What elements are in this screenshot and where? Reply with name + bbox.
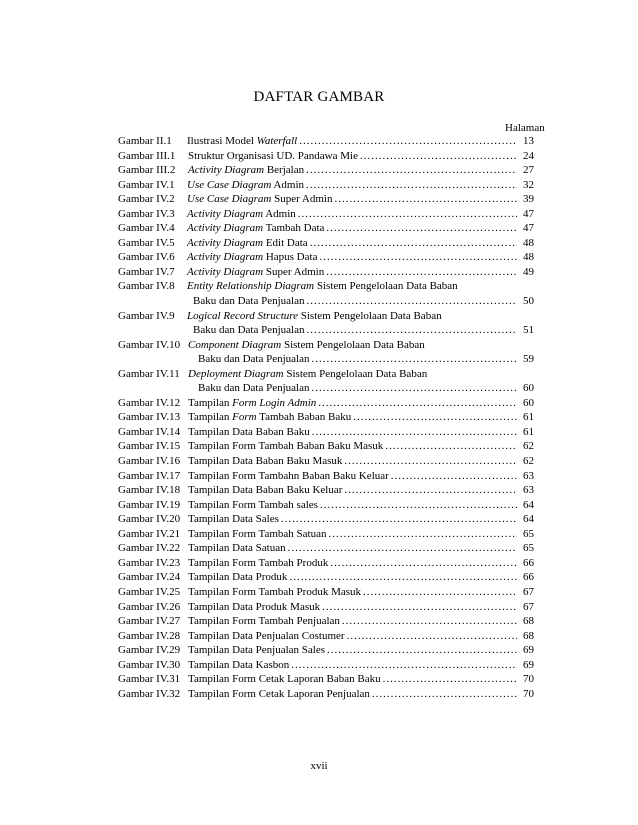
figure-caption	[187, 134, 297, 149]
figure-entry-text	[188, 163, 534, 178]
figure-caption	[188, 527, 326, 542]
caption-segment: Tampilan Data Baban Baku Keluar	[188, 484, 343, 497]
figure-page-number: 24	[523, 149, 534, 162]
dot-leader	[288, 541, 517, 556]
figure-page-number: 65	[523, 542, 534, 555]
list-item	[118, 658, 534, 673]
figure-page-number: 69	[523, 658, 534, 671]
caption-segment: Tampilan	[188, 396, 233, 409]
figure-page-number: 60	[523, 382, 534, 395]
figure-page-number: 50	[523, 295, 534, 308]
caption-segment: Tampilan Data Produk	[188, 571, 288, 584]
figure-page-number: 47	[523, 222, 534, 235]
list-item	[118, 134, 534, 149]
figure-page-number: 47	[523, 207, 534, 220]
figure-caption	[187, 236, 308, 251]
dot-leader	[310, 236, 517, 251]
list-item	[118, 629, 534, 644]
list-item	[118, 469, 534, 484]
figure-entry-text	[188, 469, 534, 484]
figure-caption	[188, 600, 320, 615]
figure-entry-text	[188, 425, 534, 440]
caption-segment: Sistem Pengelolaan Data Baban	[314, 280, 458, 293]
caption-segment: Super Admin	[263, 265, 325, 278]
caption-segment: Super Admin	[271, 193, 333, 206]
list-item	[118, 338, 534, 353]
list-item	[118, 279, 534, 294]
dot-leader	[298, 207, 517, 222]
figure-number: Gambar IV.27	[118, 615, 181, 628]
dot-leader	[312, 425, 517, 440]
figure-page-number: 13	[523, 135, 534, 147]
dot-leader	[312, 352, 518, 367]
figure-caption	[188, 629, 345, 644]
caption-segment: Tampilan Form Tambah Produk Masuk	[188, 585, 362, 598]
figure-page-number: 61	[523, 411, 534, 424]
figure-caption	[187, 178, 304, 193]
figure-page-number: 61	[523, 425, 534, 438]
figure-entry-text	[188, 512, 534, 527]
figure-page-number: 48	[523, 251, 534, 264]
figure-entry-text	[188, 454, 534, 469]
figure-caption	[187, 309, 442, 324]
figure-caption	[188, 149, 358, 164]
caption-segment: Activity Diagram	[187, 207, 264, 220]
figure-caption-cont: Baku dan Data Penjualan	[193, 324, 305, 337]
figure-number: Gambar IV.13	[118, 411, 181, 424]
dot-leader	[318, 396, 517, 411]
figure-caption	[187, 221, 324, 236]
dot-leader	[327, 643, 517, 658]
figure-page-number: 64	[523, 498, 534, 511]
figure-entry-text	[188, 498, 534, 513]
figure-entry-text	[188, 439, 534, 454]
caption-segment: Tambah Baban Baku	[256, 411, 352, 424]
figure-caption	[188, 541, 286, 556]
dot-leader	[391, 469, 517, 484]
figure-number: Gambar IV.5	[118, 236, 175, 249]
figure-page-number: 27	[523, 164, 534, 177]
figure-caption-cont: Baku dan Data Penjualan	[198, 382, 310, 395]
caption-segment: Tampilan Form Tambah Baban Baku Masuk	[188, 440, 384, 453]
caption-segment: Form Login Admin	[232, 396, 317, 409]
list-item	[118, 425, 534, 440]
dot-leader	[307, 323, 518, 338]
caption-segment: Tambah Data	[263, 222, 325, 235]
figure-caption	[188, 585, 361, 600]
figure-number: Gambar IV.7	[118, 265, 175, 278]
caption-segment: Deployment Diagram	[188, 367, 284, 380]
figure-number: Gambar IV.3	[118, 207, 175, 220]
caption-segment: Entity Relationship Diagram	[187, 280, 315, 293]
figure-number: Gambar IV.20	[118, 513, 181, 526]
figure-caption	[188, 483, 342, 498]
dot-leader	[363, 585, 517, 600]
figure-page-number: 70	[523, 673, 534, 686]
page-number: xvii	[310, 760, 328, 772]
figure-page-number: 68	[523, 629, 534, 642]
figure-entry-text	[188, 527, 534, 542]
figure-caption	[188, 469, 389, 484]
caption-segment: Activity Diagram	[187, 265, 264, 278]
dot-leader	[306, 178, 517, 193]
figure-number: Gambar IV.9	[118, 309, 175, 322]
list-item-continuation	[118, 381, 534, 396]
figure-caption	[188, 425, 310, 440]
list-item	[118, 687, 534, 702]
figure-entry-text	[193, 323, 534, 338]
figure-page-number: 64	[523, 513, 534, 526]
halaman-label: Halaman	[505, 122, 545, 134]
list-item	[118, 541, 534, 556]
figure-number: Gambar IV.22	[118, 542, 181, 555]
figure-caption	[188, 163, 304, 178]
caption-segment: Use Case Diagram	[187, 193, 272, 206]
figure-page-number: 39	[523, 193, 534, 206]
caption-segment: Waterfall	[256, 135, 298, 147]
list-item	[118, 410, 534, 425]
figure-number: Gambar IV.17	[118, 469, 181, 482]
figure-entry-text	[198, 352, 534, 367]
figure-number: Gambar IV.16	[118, 455, 181, 468]
caption-segment: Sistem Pengelolaan Data Baban	[283, 367, 428, 380]
caption-segment: Tampilan Form Tambah Penjualan	[188, 615, 340, 628]
figure-entry-text	[187, 236, 534, 251]
list-item-continuation	[118, 323, 534, 338]
figure-caption	[188, 410, 351, 425]
caption-segment: Use Case Diagram	[187, 178, 272, 191]
figure-caption	[188, 687, 370, 702]
list-item	[118, 192, 534, 207]
caption-segment: Tampilan Form Tambah Produk	[188, 556, 329, 569]
figure-entry-text	[188, 338, 534, 353]
figure-list	[118, 134, 534, 701]
figure-entry-text	[188, 687, 534, 702]
figure-number: Gambar IV.19	[118, 498, 181, 511]
figure-caption	[188, 367, 427, 382]
caption-segment: Tampilan Data Kasbon	[188, 658, 290, 671]
figure-number: Gambar IV.6	[118, 251, 175, 264]
list-item	[118, 643, 534, 658]
figure-page-number: 51	[523, 324, 534, 337]
figure-entry-text	[187, 309, 534, 324]
figure-number: Gambar IV.25	[118, 585, 181, 598]
figure-caption-cont: Baku dan Data Penjualan	[193, 295, 305, 308]
caption-segment: Tampilan Form Tambahn Baban Baku Keluar	[188, 469, 389, 482]
list-item	[118, 527, 534, 542]
figure-number: Gambar IV.1	[118, 178, 175, 191]
dot-leader	[320, 498, 517, 513]
figure-caption	[188, 338, 425, 353]
list-item	[118, 454, 534, 469]
figure-page-number: 49	[523, 265, 534, 278]
figure-number: Gambar IV.14	[118, 425, 181, 438]
dot-leader	[328, 527, 517, 542]
figure-number: Gambar IV.18	[118, 484, 181, 497]
figure-number: Gambar IV.8	[118, 280, 175, 293]
dot-leader	[372, 687, 517, 702]
figure-number: Gambar IV.26	[118, 600, 181, 613]
page-title: DAFTAR GAMBAR	[253, 89, 385, 105]
list-item	[118, 207, 534, 222]
figure-entry-text	[188, 629, 534, 644]
figure-entry-text	[188, 396, 534, 411]
caption-segment: Activity Diagram	[187, 236, 264, 249]
figure-number: Gambar IV.32	[118, 687, 181, 700]
caption-segment: Tampilan Data Penjualan Sales	[188, 644, 325, 657]
figure-entry-text	[188, 614, 534, 629]
list-item-continuation	[118, 294, 534, 309]
dot-leader	[326, 265, 517, 280]
dot-leader	[347, 629, 517, 644]
figure-number: Gambar IV.23	[118, 556, 181, 569]
figure-entry-text	[188, 483, 534, 498]
figure-caption	[188, 498, 318, 513]
figure-number: Gambar IV.28	[118, 629, 181, 642]
figure-caption	[188, 672, 381, 687]
list-item	[118, 600, 534, 615]
figure-page-number: 68	[523, 615, 534, 628]
list-item	[118, 512, 534, 527]
dot-leader	[330, 556, 517, 571]
list-item	[118, 439, 534, 454]
caption-segment: Activity Diagram	[188, 164, 265, 177]
figure-page-number: 70	[523, 687, 534, 700]
figure-page-number: 60	[523, 396, 534, 409]
caption-segment: Hapus Data	[263, 251, 318, 264]
caption-segment: Tampilan Form Tambah sales	[188, 498, 318, 511]
figure-page-number: 32	[523, 178, 534, 191]
caption-segment: Struktur Organisasi UD. Pandawa Mie	[188, 149, 358, 162]
dot-leader	[383, 672, 517, 687]
figure-entry-text	[187, 279, 534, 294]
figure-entry-text	[187, 178, 534, 193]
list-item	[118, 570, 534, 585]
list-item	[118, 672, 534, 687]
dot-leader	[360, 149, 517, 164]
figure-caption	[188, 658, 289, 673]
list-item	[118, 498, 534, 513]
dot-leader	[289, 570, 517, 585]
figure-caption	[187, 192, 332, 207]
caption-segment: Tampilan Data Satuan	[188, 542, 286, 555]
figure-page-number: 67	[523, 585, 534, 598]
list-item	[118, 309, 534, 324]
figure-caption	[188, 643, 325, 658]
figure-entry-text	[187, 134, 534, 149]
figure-page-number: 48	[523, 236, 534, 249]
figure-caption	[188, 439, 383, 454]
figure-caption-cont: Baku dan Data Penjualan	[198, 353, 310, 366]
caption-segment: Activity Diagram	[187, 222, 264, 235]
dot-leader	[385, 439, 517, 454]
figure-caption	[187, 279, 458, 294]
figure-number: Gambar III.1	[118, 149, 176, 162]
list-item	[118, 221, 534, 236]
dot-leader	[307, 294, 518, 309]
caption-segment: Tampilan Form Cetak Laporan Penjualan	[188, 687, 370, 700]
figure-page-number: 63	[523, 469, 534, 482]
list-item	[118, 367, 534, 382]
figure-caption	[188, 512, 279, 527]
figure-entry-text	[188, 556, 534, 571]
figure-entry-text	[188, 585, 534, 600]
dot-leader	[312, 381, 518, 396]
figure-caption	[187, 207, 296, 222]
figure-number: Gambar IV.31	[118, 673, 181, 686]
figure-entry-text	[188, 541, 534, 556]
caption-segment: Logical Record Structure	[187, 309, 298, 322]
figure-number: Gambar IV.12	[118, 396, 181, 409]
list-item	[118, 585, 534, 600]
figure-caption	[188, 556, 328, 571]
dot-leader	[281, 512, 517, 527]
figure-page-number: 62	[523, 440, 534, 453]
list-item	[118, 250, 534, 265]
caption-segment: Edit Data	[263, 236, 308, 249]
figure-page-number: 65	[523, 527, 534, 540]
figure-number: Gambar IV.21	[118, 527, 181, 540]
dot-leader	[334, 192, 517, 207]
figure-number: Gambar IV.29	[118, 644, 181, 657]
dot-leader	[322, 600, 517, 615]
figure-page-number: 69	[523, 644, 534, 657]
figure-page-number: 59	[523, 353, 534, 366]
figure-caption	[188, 614, 340, 629]
figure-entry-text	[188, 658, 534, 673]
caption-segment: Activity Diagram	[187, 251, 264, 264]
caption-segment: Berjalan	[264, 164, 305, 177]
caption-segment: Tampilan Data Produk Masuk	[188, 600, 321, 613]
caption-segment: Admin	[263, 207, 296, 220]
caption-segment: Tampilan Data Sales	[188, 513, 279, 526]
list-item	[118, 163, 534, 178]
figure-caption	[188, 454, 342, 469]
figure-number: Gambar IV.2	[118, 193, 175, 206]
figure-entry-text	[188, 600, 534, 615]
figure-entry-text	[188, 410, 534, 425]
figure-number: Gambar IV.30	[118, 658, 181, 671]
dot-leader	[299, 134, 517, 149]
caption-segment: Tampilan Data Penjualan Costumer	[188, 629, 345, 642]
figure-page-number: 66	[523, 571, 534, 584]
figure-entry-text	[187, 192, 534, 207]
figure-page-number: 63	[523, 484, 534, 497]
figure-entry-text	[188, 149, 534, 164]
figure-entry-text	[187, 265, 534, 280]
dot-leader	[306, 163, 517, 178]
dot-leader	[353, 410, 517, 425]
figure-number: Gambar IV.10	[118, 338, 181, 351]
list-item	[118, 556, 534, 571]
figure-number: Gambar IV.11	[118, 367, 180, 380]
list-item	[118, 614, 534, 629]
caption-segment: Component Diagram	[188, 338, 282, 351]
figure-entry-text	[188, 643, 534, 658]
figure-number: Gambar IV.4	[118, 222, 175, 235]
figure-entry-text	[188, 672, 534, 687]
dot-leader	[342, 614, 517, 629]
caption-segment: Form	[232, 411, 257, 424]
list-item	[118, 178, 534, 193]
figure-entry-text	[193, 294, 534, 309]
figure-page-number: 66	[523, 556, 534, 569]
figure-number: Gambar II.1	[118, 135, 172, 147]
caption-segment: Tampilan Form Tambah Satuan	[188, 527, 327, 540]
caption-segment: Ilustrasi Model	[187, 135, 257, 147]
caption-segment: Tampilan Data Baban Baku	[188, 425, 310, 438]
figure-entry-text	[188, 367, 534, 382]
figure-number: Gambar III.2	[118, 164, 176, 177]
dot-leader	[326, 221, 517, 236]
list-item	[118, 149, 534, 164]
dot-leader	[344, 454, 517, 469]
caption-segment: Tampilan	[188, 411, 233, 424]
figure-entry-text	[187, 207, 534, 222]
caption-segment: Sistem Pengelolaan Data Baban	[281, 338, 425, 351]
caption-segment: Sistem Pengelolaan Data Baban	[298, 309, 442, 322]
dot-leader	[291, 658, 517, 673]
figure-number: Gambar IV.24	[118, 571, 181, 584]
figure-page-number: 67	[523, 600, 534, 613]
figure-caption	[188, 396, 316, 411]
figure-caption	[188, 570, 287, 585]
list-item	[118, 483, 534, 498]
figure-entry-text	[187, 221, 534, 236]
list-item	[118, 396, 534, 411]
list-item-continuation	[118, 352, 534, 367]
caption-segment: Tampilan Form Cetak Laporan Baban Baku	[188, 673, 381, 686]
figure-entry-text	[188, 570, 534, 585]
figure-page-number: 62	[523, 455, 534, 468]
list-item	[118, 236, 534, 251]
figure-caption	[187, 265, 324, 280]
figure-caption	[187, 250, 317, 265]
dot-leader	[319, 250, 517, 265]
caption-segment: Admin	[271, 178, 305, 191]
dot-leader	[344, 483, 517, 498]
figure-entry-text	[198, 381, 534, 396]
list-item	[118, 265, 534, 280]
caption-segment: Tampilan Data Baban Baku Masuk	[188, 455, 343, 468]
figure-number: Gambar IV.15	[118, 440, 181, 453]
figure-entry-text	[187, 250, 534, 265]
